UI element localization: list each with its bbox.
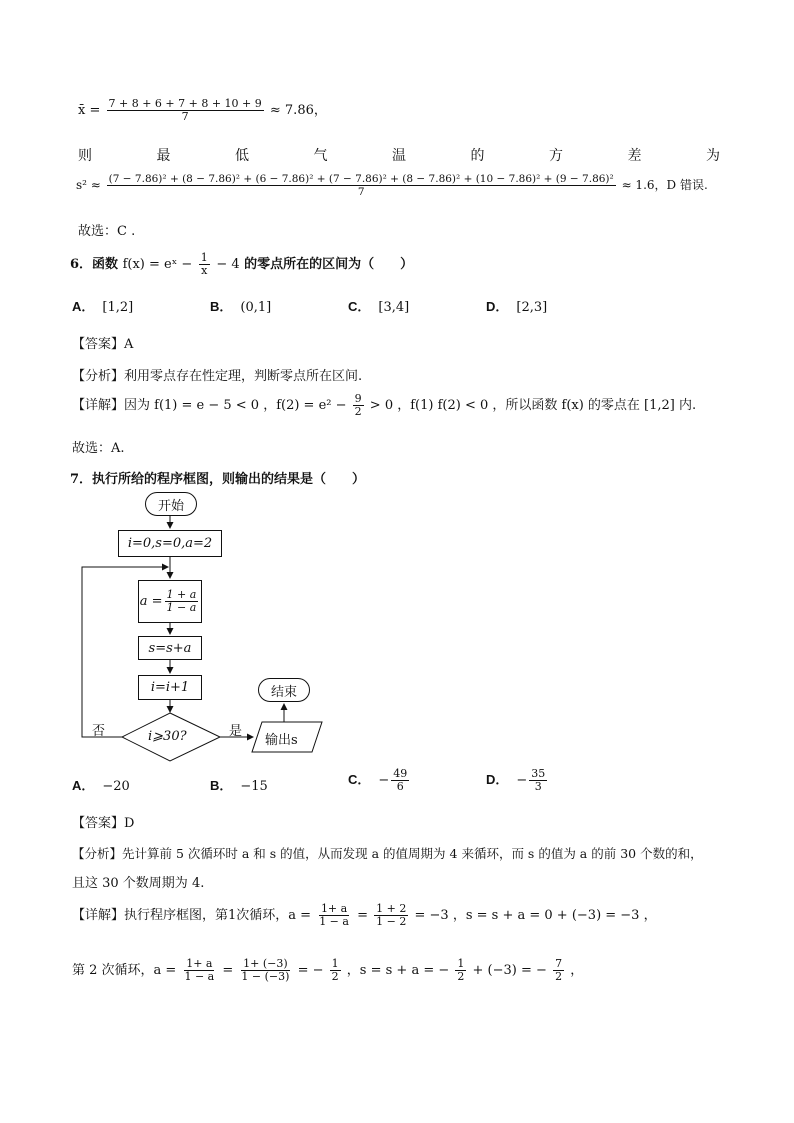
q6-answer: 【答案】A: [72, 337, 134, 352]
mean-numerator: 7 + 8 + 6 + 7 + 8 + 10 + 9: [108, 97, 262, 110]
q7-d2-frac2-num: 1+ (−3): [243, 957, 288, 970]
flow-assign: [138, 580, 202, 623]
q7-d1-frac2: [374, 903, 408, 928]
mean-lhs: x̄ =: [78, 103, 101, 118]
q7-d2-frac5: [553, 958, 564, 983]
flow-assign-num: 1 + a: [166, 588, 197, 601]
q6-func-den: x: [201, 264, 208, 277]
q7-option-fraction: [391, 768, 409, 793]
q6-func-lhs: f(x) = eˣ −: [122, 257, 193, 272]
q7-option-label: C．: [348, 772, 371, 787]
q7-option-label: D．: [486, 772, 509, 787]
q6-func-tail: − 4: [216, 257, 240, 272]
q7-option-d: [486, 768, 549, 793]
q6-option-label: A．: [72, 299, 95, 314]
q7-d2-mid3: + (−3) = −: [472, 963, 547, 978]
q7-d2-mid2: ，s = s + a = −: [346, 963, 450, 978]
q7-d2-frac1-den: 1 − a: [184, 970, 215, 983]
q7-d2-eq: =: [222, 963, 234, 978]
q7-d2-frac5-num: 7: [555, 957, 563, 970]
flow-yes-label: 是: [229, 724, 243, 739]
q7-detail-1-a: 【详解】执行程序框图，第1次循环，a =: [72, 908, 312, 923]
spread-char: 温: [392, 148, 406, 164]
q7-d2-frac4-num: 1: [457, 957, 465, 970]
q6-option-value: [1,2]: [102, 300, 134, 315]
q7-analysis-1: 【分析】先计算前 5 次循环时 a 和 s 的值，从而发现 a 的值周期为 4 来循环，而 s 的值为 a 的前 30 个数的和，: [72, 846, 703, 861]
top-choose: 故选：C .: [78, 224, 136, 239]
q7-d2-frac5-den: 2: [555, 970, 563, 983]
q7-option-sign: −: [378, 773, 390, 788]
q7-d2-frac1-num: 1+ a: [186, 957, 213, 970]
spread-char: 方: [549, 148, 563, 164]
q7-detail-2-a: 第 2 次循环，a =: [72, 963, 177, 978]
spread-char: 最: [156, 148, 171, 164]
flow-assign-lhs: a =: [139, 594, 163, 609]
q7-detail-2: [72, 958, 583, 983]
flow-condition: i⩾30?: [148, 729, 187, 744]
q7-option-fraction: [529, 768, 547, 793]
q7-option-num: 49: [393, 767, 408, 780]
flow-assign-fraction: [165, 589, 199, 614]
q7-d2-frac1: [182, 958, 216, 983]
flow-output: 输出s: [265, 733, 298, 748]
q6-detail-b: > 0 ，f(1) f(2) < 0 ，所以函数 f(x) 的零点在 [1,2] 内.: [369, 398, 697, 413]
flow-increment: i=i+1: [138, 675, 202, 700]
q7-option-b: [210, 775, 268, 794]
q6-suffix: 的零点所在的区间为（ ）: [244, 257, 414, 272]
q7-option-c: [348, 768, 411, 793]
q7-option-label: B．: [210, 778, 233, 793]
q6-detail-den: 2: [354, 405, 362, 418]
q7-d2-frac3-den: 2: [331, 970, 339, 983]
spread-char: 的: [470, 148, 485, 164]
q6-choose: 故选：A.: [72, 441, 125, 456]
q6-option-value: (0,1]: [240, 300, 272, 315]
q7-d2-frac2: [239, 958, 291, 983]
q7-d1-frac1-den: 1 − a: [319, 915, 349, 928]
q7-option-value: −20: [102, 779, 130, 794]
q7-option-value: −15: [240, 779, 268, 794]
mean-rhs: ≈ 7.86，: [269, 103, 327, 118]
q7-d2-end: ，: [570, 963, 584, 978]
q7-d1-frac1: [317, 903, 351, 928]
q6-func-num: 1: [200, 251, 208, 264]
q7-stem: 7．执行所给的程序框图，则输出的结果是（ ）: [70, 472, 366, 487]
q7-option-a: [72, 775, 130, 794]
spread-char: 差: [627, 148, 642, 164]
q6-option-label: B．: [210, 299, 233, 314]
q7-analysis-2: 且这 30 个数周期为 4.: [72, 876, 205, 891]
mean-denominator: 7: [181, 110, 189, 123]
flow-no-label: 否: [92, 724, 106, 739]
spread-char: 为: [706, 148, 720, 164]
q6-option-value: [2,3]: [516, 300, 548, 315]
q7-d1-frac1-num: 1+ a: [320, 902, 348, 915]
q6-detail-a: 【详解】因为 f(1) = e − 5 < 0 ，f(2) = e² −: [72, 398, 347, 413]
spread-char: 则: [78, 148, 92, 164]
q7-option-label: A．: [72, 778, 95, 793]
q7-d2-frac3: [330, 958, 341, 983]
q7-answer: 【答案】D: [72, 816, 135, 831]
q7-option-den: 3: [534, 780, 542, 793]
variance-denominator: 7: [357, 186, 365, 198]
q7-d2-frac4: [455, 958, 466, 983]
q7-d1-eq: =: [357, 908, 369, 923]
q7-d2-frac3-num: 1: [331, 957, 339, 970]
q7-d2-mid: = −: [297, 963, 324, 978]
q7-d2-frac4-den: 2: [457, 970, 465, 983]
q6-analysis: 【分析】利用零点存在性定理，判断零点所在区间.: [72, 369, 363, 384]
q6-detail-num: 9: [354, 392, 362, 405]
flow-init: i=0,s=0,a=2: [118, 530, 222, 557]
variance-rhs: ≈ 1.6，D 错误.: [621, 178, 708, 192]
flow-start: 开始: [145, 492, 197, 516]
q6-option-value: [3,4]: [378, 300, 410, 315]
q7-detail-1: [72, 903, 657, 928]
q7-d1-frac2-num: 1 + 2: [376, 902, 407, 915]
q7-d1-tail: = −3 ，s = s + a = 0 + (−3) = −3 ，: [414, 908, 657, 923]
q6-option-label: C．: [348, 299, 371, 314]
spread-char: 气: [313, 148, 328, 164]
variance-numerator: (7 − 7.86)² + (8 − 7.86)² + (6 − 7.86)² + (7 − 7.86)² + (8 − 7.86)² + (10 − 7.86)² + (9 − 7.86)²: [108, 173, 614, 185]
q7-d1-frac2-den: 1 − 2: [376, 915, 407, 928]
variance-lhs: s² ≈: [76, 178, 101, 192]
q7-option-num: 35: [531, 767, 546, 780]
flow-sum: s=s+a: [138, 636, 202, 660]
spread-char: 低: [235, 148, 249, 164]
q6-prefix: 6．函数: [70, 257, 119, 272]
flow-end: 结束: [258, 678, 310, 702]
q7-option-den: 6: [396, 780, 404, 793]
q7-d2-frac2-den: 1 − (−3): [241, 970, 290, 983]
flow-assign-den: 1 − a: [166, 601, 197, 614]
q6-option-label: D．: [486, 299, 509, 314]
q7-option-sign: −: [516, 773, 528, 788]
